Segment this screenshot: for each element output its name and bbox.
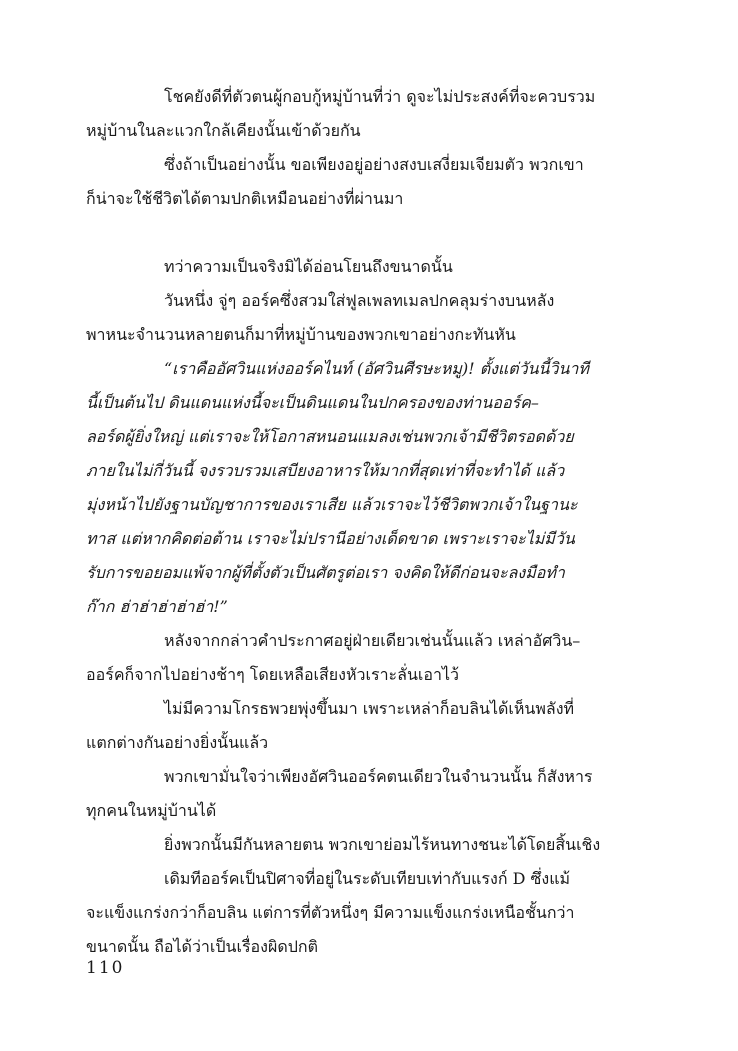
text-line: ขนาดนั้น ถือได้ว่าเป็นเรื่องผิดปกติ — [86, 937, 318, 956]
text-line: ก๊าก ฮ่าฮ่าฮ่าฮ่าฮ่า!” — [86, 597, 228, 616]
document-body — [86, 80, 652, 964]
text-line: หมู่บ้านในละแวกใกล้เคียงนั้นเข้าด้วยกัน — [86, 121, 361, 140]
text-line: ออร์คก็จากไปอย่างช้าๆ โดยเหลือเสียงหัวเราะลั่นเอาไว้ — [86, 665, 459, 684]
blank-line — [86, 216, 652, 250]
text-line: ยิ่งพวกนั้นมีกันหลายตน พวกเขาย่อมไร้หนทางชนะได้โดยสิ้นเชิง — [164, 835, 601, 854]
text-line: นี้เป็นต้นไป ดินแดนแห่งนี้จะเป็นดินแดนในปกครองของท่านออร์ค– — [86, 393, 539, 412]
text-line: จะแข็งแกร่งกว่าก็อบลิน แต่การที่ตัวหนึ่งๆ มีความแข็งแกร่งเหนือชั้นกว่า — [86, 903, 575, 922]
text-line: ภายในไม่กี่วันนี้ จงรวบรวมเสบียงอาหารให้มากที่สุดเท่าที่จะทำได้ แล้ว — [86, 461, 565, 480]
page-number: 110 — [86, 958, 125, 978]
text-line: ก็น่าจะใช้ชีวิตได้ตามปกติเหมือนอย่างที่ผ่านมา — [86, 189, 404, 208]
text-line: ทุกคนในหมู่บ้านได้ — [86, 801, 217, 820]
text-line: ทาส แต่หากคิดต่อต้าน เราจะไม่ปรานีอย่างเด็ดขาด เพราะเราจะไม่มีวัน — [86, 529, 575, 548]
text-line: ซึ่งถ้าเป็นอย่างนั้น ขอเพียงอยู่อย่างสงบเสงี่ยมเจียมตัว พวกเขา — [164, 155, 584, 174]
text-line: ทว่าความเป็นจริงมิได้อ่อนโยนถึงขนาดนั้น — [164, 257, 453, 276]
text-line: ลอร์ดผู้ยิ่งใหญ่ แต่เราจะให้โอกาสหนอนแมลงเช่นพวกเจ้ามีชีวิตรอดด้วย — [86, 427, 574, 446]
text-line: ไม่มีความโกรธพวยพุ่งขึ้นมา เพราะเหล่าก็อบลินได้เห็นพลังที่ — [164, 699, 575, 718]
text-line: พาหนะจำนวนหลายตนก็มาที่หมู่บ้านของพวกเขาอย่างกะทันหัน — [86, 325, 516, 344]
text-line: หลังจากกล่าวคำประกาศอยู่ฝ่ายเดียวเช่นนั้นแล้ว เหล่าอัศวิน– — [164, 631, 581, 650]
text-line: พวกเขามั่นใจว่าเพียงอัศวินออร์คตนเดียวในจำนวนนั้น ก็สังหาร — [164, 767, 593, 786]
text-line: รับการขอยอมแพ้จากผู้ที่ตั้งตัวเป็นศัตรูต่อเรา จงคิดให้ดีก่อนจะลงมือทำ — [86, 563, 565, 582]
text-line: มุ่งหน้าไปยังฐานบัญชาการของเราเสีย แล้วเราจะไว้ชีวิตพวกเจ้าในฐานะ — [86, 495, 578, 514]
text-line: โชคยังดีที่ตัวตนผู้กอบกู้หมู่บ้านที่ว่า ดูจะไม่ประสงค์ที่จะควบรวม — [164, 87, 596, 106]
text-line: “เราคืออัศวินแห่งออร์คไนท์ (อัศวินศีรษะหมู)! ตั้งแต่วันนี้วินาที — [164, 359, 589, 378]
text-line: แตกต่างกันอย่างยิ่งนั้นแล้ว — [86, 733, 269, 752]
text-line: วันหนึ่ง จู่ๆ ออร์คซึ่งสวมใส่ฟูลเพลทเมลปกคลุมร่างบนหลัง — [164, 291, 555, 310]
text-line: เดิมทีออร์คเป็นปิศาจที่อยู่ในระดับเทียบเท่ากับแรงก์ D ซึ่งแม้ — [164, 869, 571, 888]
